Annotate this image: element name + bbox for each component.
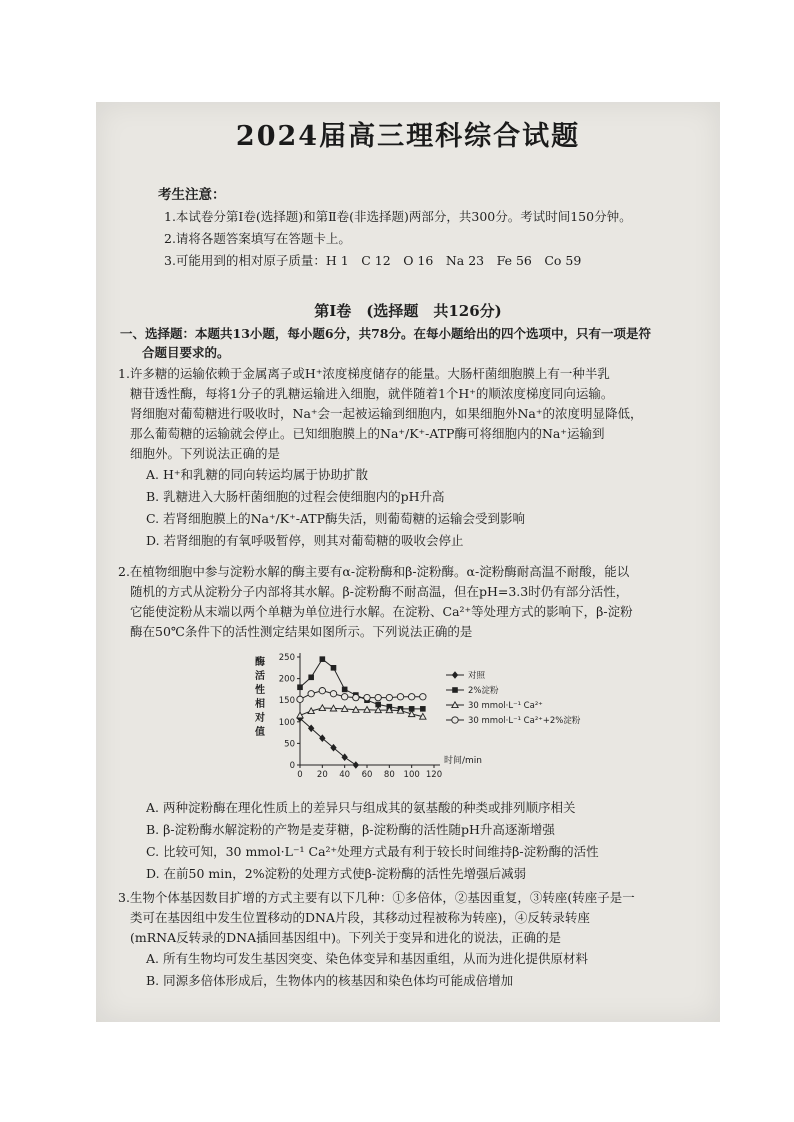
x-tick-label: 80 <box>383 770 395 780</box>
x-tick-label: 120 <box>425 770 443 780</box>
data-point <box>408 694 414 700</box>
data-point <box>341 694 347 700</box>
y-tick-label: 200 <box>278 674 295 685</box>
question-stem-line: 3.生物个体基因数目扩增的方式主要有以下几种：①多倍体，②基因重复，③转座(转座子是一 <box>118 890 635 905</box>
option-c: C. 若肾细胞膜上的Na⁺/K⁺-ATP酶失活，则葡萄糖的运输会受到影响 <box>146 511 526 526</box>
notice-item: 2.请将各题答案填写在答题卡上。 <box>164 231 351 246</box>
legend-label: 30 mmol·L⁻¹ Ca²⁺ <box>468 701 543 711</box>
question-3 <box>118 888 712 992</box>
data-point <box>297 712 303 718</box>
option-b: B. 同源多倍体形成后，生物体内的核基因和染色体均可能成倍增加 <box>146 973 514 988</box>
question-stem-line: (mRNA反转录的DNA插回基因组中)。下列关于变异和进化的说法，正确的是 <box>130 930 561 945</box>
series-line-1 <box>300 659 423 709</box>
y-tick-label: 50 <box>284 739 295 750</box>
data-point <box>341 753 347 761</box>
question-stem-line: 2.在植物细胞中参与淀粉水解的酶主要有α-淀粉酶和β-淀粉酶。α-淀粉酶耐高温不耐酸，能以 <box>118 564 630 579</box>
y-tick-label: 0 <box>289 761 295 771</box>
option-b: B. 乳糖进入大肠杆菌细胞的过程会使细胞内的pH升高 <box>146 489 445 504</box>
option-b: B. β-淀粉酶水解淀粉的产物是麦芽糖，β-淀粉酶的活性随pH升高逐渐增强 <box>146 822 555 837</box>
option-a: A. 两种淀粉酶在理化性质上的差异只与组成其的氨基酸的种类或排列顺序相关 <box>146 800 576 815</box>
y-axis-label: 性 <box>255 685 265 696</box>
option-d: D. 在前50 min，2%淀粉的处理方式使β-淀粉酶的活性先增强后减弱 <box>146 866 527 881</box>
y-axis-label: 酶 <box>255 657 265 668</box>
x-tick-label: 60 <box>361 770 373 780</box>
data-point <box>375 694 381 700</box>
data-point <box>330 691 336 697</box>
data-point <box>353 761 359 769</box>
data-point <box>330 744 336 752</box>
data-point <box>386 694 392 700</box>
y-axis-label: 值 <box>255 727 265 738</box>
option-a: A. H⁺和乳糖的同向转运均属于协助扩散 <box>146 467 368 482</box>
legend-label: 对照 <box>468 671 486 681</box>
notice-heading: 考生注意： <box>158 187 226 203</box>
option-d: D. 若肾细胞的有氧呼吸暂停，则其对葡萄糖的吸收会停止 <box>146 533 464 548</box>
data-point <box>297 684 303 690</box>
y-axis-label: 活 <box>255 671 265 682</box>
y-tick-label: 250 <box>278 653 295 663</box>
question-stem-line: 随机的方式从淀粉分子内部将其水解。β-淀粉酶不耐高温，但在pH=3.3时仍有部分活性， <box>130 584 629 599</box>
data-point <box>308 691 314 697</box>
data-point <box>308 675 314 681</box>
y-axis-label: 相 <box>255 699 265 710</box>
question-2 <box>118 562 712 642</box>
section-instruction <box>120 324 710 362</box>
notice-item: 3.可能用到的相对原子质量：H 1 C 12 O 16 Na 23 Fe 56 Co 59 <box>164 253 582 268</box>
data-point <box>331 665 337 671</box>
instruction-line: 合题目要求的。 <box>142 345 230 360</box>
x-tick-label: 0 <box>297 770 303 780</box>
legend-marker <box>452 717 458 723</box>
data-point <box>397 694 403 700</box>
data-point <box>420 694 426 700</box>
y-tick-label: 100 <box>278 717 295 728</box>
data-point <box>320 656 326 662</box>
question-stem-line: 糖苷透性酶，每将1分子的乳糖运输进入细胞，就伴随着1个H⁺的顺浓度梯度同向运输。 <box>130 386 614 401</box>
instruction-line: 一、选择题：本题共13小题，每小题6分，共78分。在每小题给出的四个选项中，只有一项是符 <box>120 326 651 341</box>
question-stem-line: 它能使淀粉从末端以两个单糖为单位进行水解。在淀粉、Ca²⁺等处理方式的影响下，β-淀粉 <box>130 604 633 619</box>
x-tick-label: 100 <box>403 770 420 780</box>
question-stem-line: 类可在基因组中发生位置移动的DNA片段，其移动过程被称为转座)，④反转录转座 <box>130 910 590 925</box>
question-1 <box>118 364 712 552</box>
question-stem-line: 酶在50℃条件下的活性测定结果如图所示。下列说法正确的是 <box>130 624 473 639</box>
data-point <box>319 687 325 693</box>
enzyme-activity-chart <box>246 647 586 787</box>
notice-item: 1.本试卷分第Ⅰ卷(选择题)和第Ⅱ卷(非选择题)两部分，共300分。考试时间150分钟。 <box>164 209 632 224</box>
option-a: A. 所有生物均可发生基因突变、染色体变异和基因重组，从而为进化提供原材料 <box>146 951 588 966</box>
legend-marker <box>452 687 458 693</box>
x-tick-label: 20 <box>316 770 328 780</box>
question-2-options <box>118 797 712 885</box>
y-axis-label: 对 <box>255 713 265 724</box>
legend-marker <box>452 671 458 679</box>
question-stem-line: 细胞外。下列说法正确的是 <box>130 446 281 461</box>
data-point <box>364 694 370 700</box>
data-point <box>342 687 348 693</box>
question-stem-line: 肾细胞对葡萄糖进行吸收时，Na⁺会一起被运输到细胞内，如果细胞外Na⁺的浓度明显降低， <box>130 406 643 421</box>
legend-label: 30 mmol·L⁻¹ Ca²⁺+2%淀粉 <box>468 716 581 726</box>
notice-block <box>158 184 632 272</box>
data-point <box>297 696 303 702</box>
question-stem-line: 1.许多糖的运输依赖于金属离子或H⁺浓度梯度储存的能量。大肠杆菌细胞膜上有一种半乳 <box>118 366 610 381</box>
x-axis-label: 时间/min <box>444 756 483 766</box>
data-point <box>353 694 359 700</box>
data-point <box>420 706 426 712</box>
legend-label: 2%淀粉 <box>468 686 499 696</box>
option-c: C. 比较可知，30 mmol·L⁻¹ Ca²⁺处理方式最有利于较长时间维持β-淀粉酶的活性 <box>146 844 599 859</box>
series-line-0 <box>300 718 356 765</box>
exam-paper <box>96 102 720 1022</box>
exam-title: 2024届高三理科综合试题 <box>235 121 581 152</box>
x-tick-label: 40 <box>339 770 351 780</box>
y-tick-label: 150 <box>278 696 295 707</box>
section-title: 第Ⅰ卷 (选择题 共126分) <box>314 302 502 320</box>
question-stem-line: 那么葡萄糖的运输就会停止。已知细胞膜上的Na⁺/K⁺-ATP酶可将细胞内的Na⁺运输到 <box>130 426 605 441</box>
series-line-3 <box>300 691 423 700</box>
